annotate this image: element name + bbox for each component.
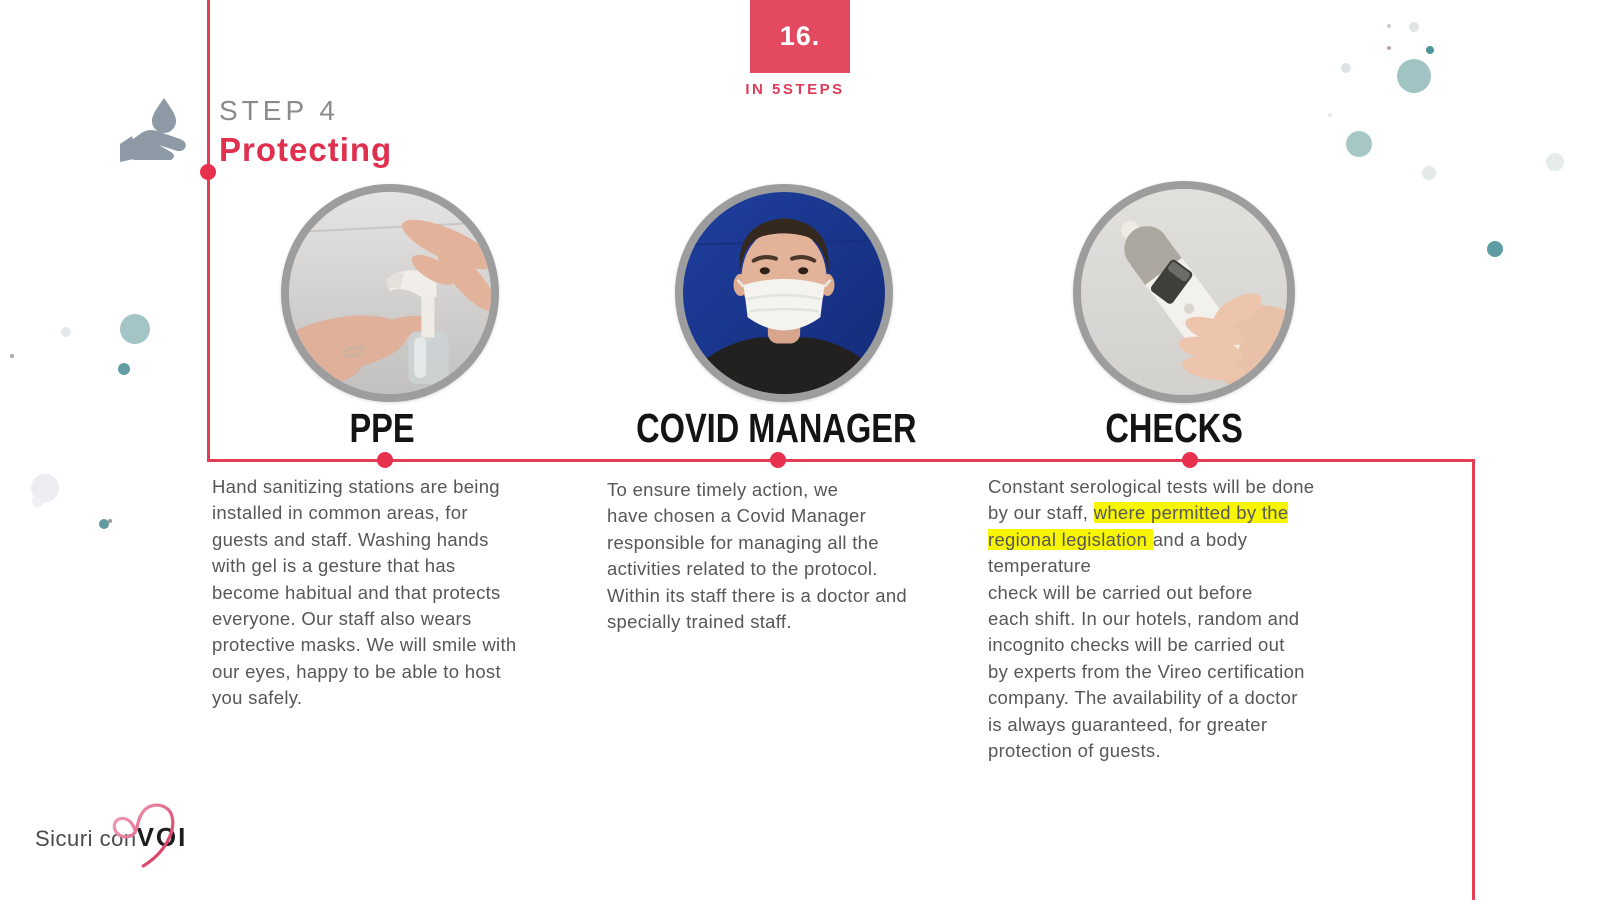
decor-dot: [1346, 131, 1372, 157]
text-line: with gel is a gesture that has: [212, 555, 456, 577]
decor-dot: [1328, 113, 1332, 117]
text-line: activities related to the protocol.: [607, 558, 878, 580]
column-title-covid-manager: COVID MANAGER: [635, 405, 917, 451]
decor-dot: [1397, 59, 1431, 93]
timeline-vertical-line-left: [207, 0, 210, 460]
step-label: STEP 4: [219, 95, 339, 126]
text-line: protective masks. We will smile with: [212, 634, 517, 656]
checks-photo: [1073, 181, 1295, 403]
decor-dot: [1422, 166, 1436, 180]
decor-dot: [1387, 24, 1391, 28]
text-line: check will be carried out before: [988, 581, 1253, 603]
column-body-covid-manager: [607, 477, 907, 635]
column-title-checks: CHECKS: [1105, 405, 1243, 451]
timeline-node-ppe: [377, 452, 393, 468]
text-line: temperature: [988, 555, 1092, 577]
decor-dot: [1487, 241, 1503, 257]
slide-number: 16.: [779, 21, 821, 51]
column-body-ppe: [212, 474, 516, 712]
text-line: Within its staff there is a doctor and: [607, 584, 908, 606]
decor-dot: [1341, 63, 1351, 73]
text-line: regional legislation and a body: [988, 528, 1248, 550]
text-line: installed in common areas, for: [212, 502, 468, 524]
decor-dot: [61, 327, 71, 337]
covid-manager-photo: [675, 184, 893, 402]
slide-number-badge: [750, 0, 850, 73]
ppe-photo: [281, 184, 499, 402]
text-line: responsible for managing all the: [607, 531, 879, 553]
text-line: by experts from the Vireo certification: [988, 660, 1305, 682]
decor-dot: [1546, 153, 1564, 171]
decor-dot: [1409, 22, 1419, 32]
timeline-node-covid-manager: [770, 452, 786, 468]
decor-dot: [10, 354, 14, 358]
text-line: company. The availability of a doctor: [988, 687, 1298, 709]
decor-dot: [1387, 46, 1391, 50]
timeline-horizontal-line: [207, 459, 1475, 462]
text-line: incognito checks will be carried out: [988, 634, 1285, 656]
text-line: each shift. In our hotels, random and: [988, 608, 1300, 630]
timeline-node-step: [200, 164, 216, 180]
decor-dot: [1426, 46, 1434, 54]
column-title-ppe: PPE: [349, 405, 415, 451]
text-line: guests and staff. Washing hands: [212, 528, 489, 550]
logo-text-prefix: Sicuri con: [35, 826, 137, 851]
text-line: become habitual and that protects: [212, 581, 501, 603]
decor-dot: [118, 363, 130, 375]
text-line: by our staff, where permitted by the: [988, 502, 1289, 524]
text-line: is always guaranteed, for greater: [988, 713, 1268, 735]
text-line: our eyes, happy to be able to host: [212, 660, 501, 682]
text-line: you safely.: [212, 687, 303, 709]
highlighted-text: regional legislation: [988, 528, 1153, 550]
text-line: Constant serological tests will be done: [988, 476, 1315, 497]
hand-sanitizer-icon: [118, 96, 198, 170]
column-body-checks: [988, 474, 1314, 764]
text-line: To ensure timely action, we: [607, 479, 839, 500]
badge-caption: IN 5STEPS: [745, 81, 845, 98]
text-line: protection of guests.: [988, 740, 1161, 762]
highlighted-text: where permitted by the: [1093, 502, 1289, 524]
decor-dot: [108, 519, 112, 523]
text-line: everyone. Our staff also wears: [212, 608, 472, 630]
text-line: have chosen a Covid Manager: [607, 505, 867, 527]
logo-text-bold: VOI: [136, 822, 188, 852]
decor-dot: [120, 314, 150, 344]
text-line: specially trained staff.: [607, 611, 792, 633]
timeline-vertical-line-right: [1472, 459, 1475, 900]
decor-dot: [32, 495, 44, 507]
step-title: Protecting: [219, 131, 393, 168]
timeline-node-checks: [1182, 452, 1198, 468]
text-line: Hand sanitizing stations are being: [212, 476, 500, 497]
heart-logo-icon: [108, 792, 188, 876]
